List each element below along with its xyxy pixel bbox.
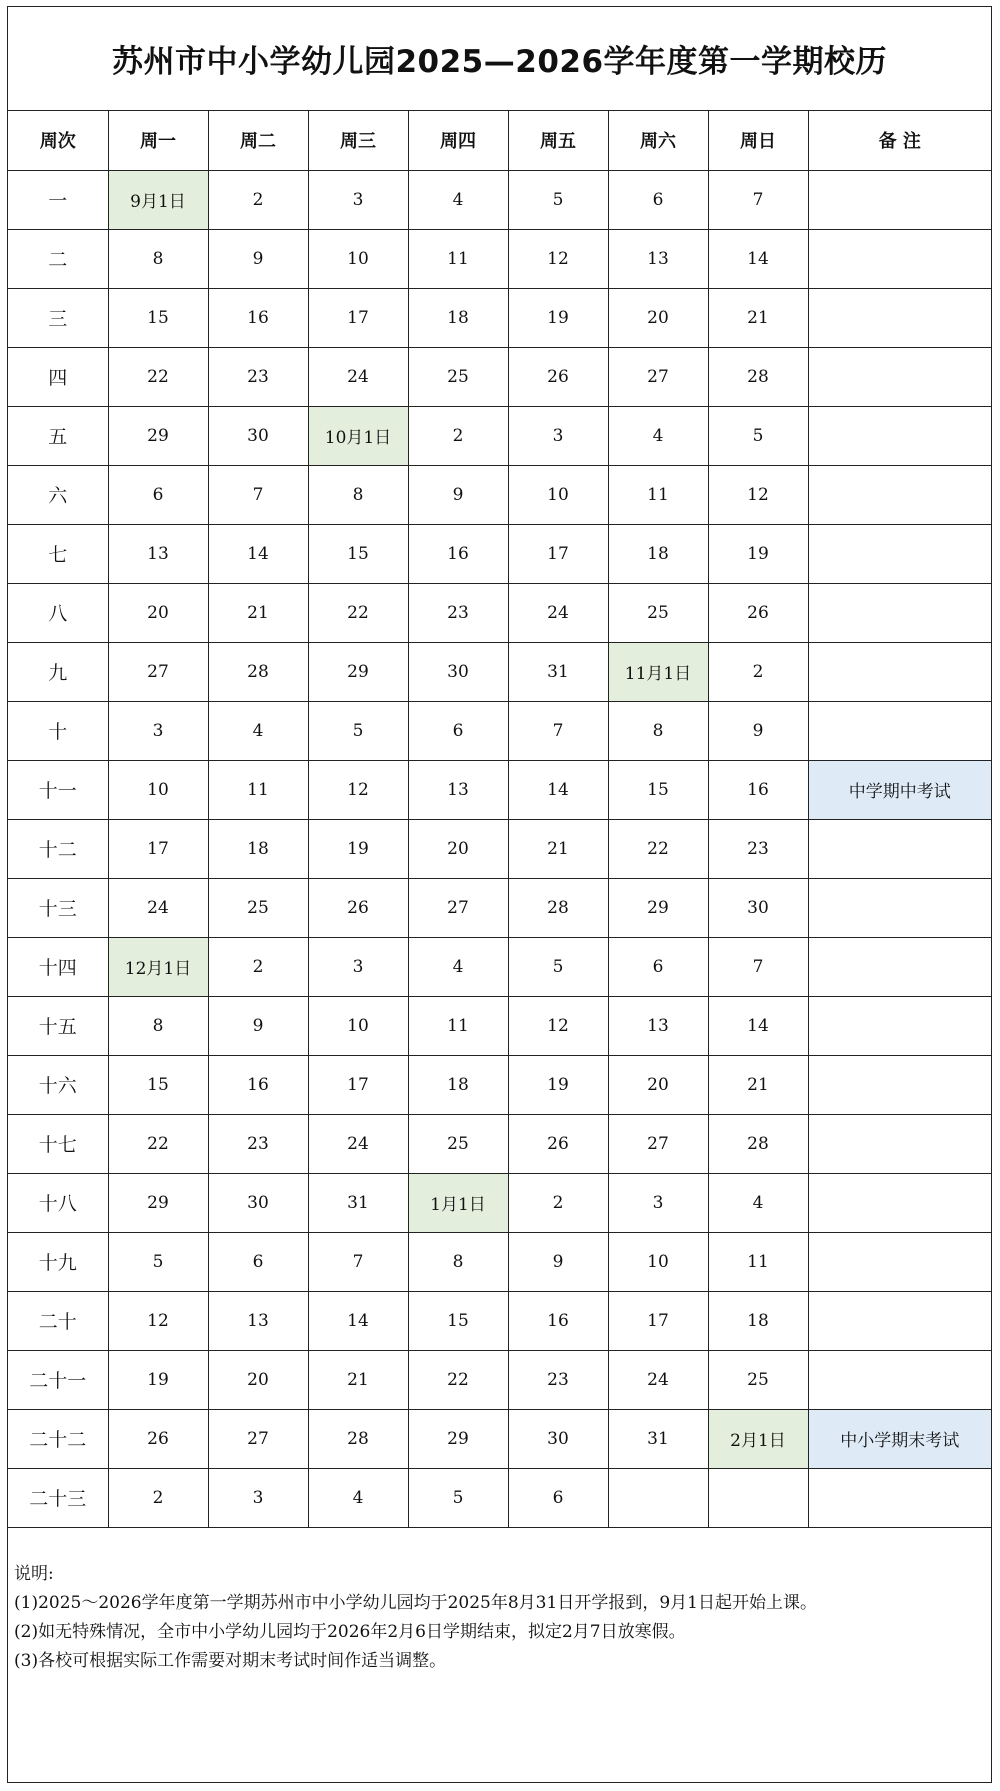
day-cell: 14 bbox=[508, 760, 608, 819]
day-cell: 21 bbox=[708, 1055, 808, 1114]
day-cell: 7 bbox=[508, 701, 608, 760]
day-cell: 9 bbox=[508, 1232, 608, 1291]
day-cell: 29 bbox=[108, 1173, 208, 1232]
day-cell: 12 bbox=[108, 1291, 208, 1350]
day-cell: 19 bbox=[108, 1350, 208, 1409]
week-row bbox=[8, 1409, 991, 1468]
week-row bbox=[8, 642, 991, 701]
day-cell: 27 bbox=[608, 347, 708, 406]
notes-section bbox=[8, 1528, 991, 1676]
remark-cell bbox=[808, 1232, 991, 1291]
day-cell: 25 bbox=[408, 347, 508, 406]
day-cell: 4 bbox=[308, 1468, 408, 1527]
week-row bbox=[8, 229, 991, 288]
day-cell: 23 bbox=[508, 1350, 608, 1409]
day-cell: 14 bbox=[308, 1291, 408, 1350]
day-cell: 13 bbox=[408, 760, 508, 819]
day-cell: 5 bbox=[308, 701, 408, 760]
day-cell: 13 bbox=[608, 229, 708, 288]
day-cell: 22 bbox=[108, 1114, 208, 1173]
day-cell: 31 bbox=[308, 1173, 408, 1232]
week-row bbox=[8, 937, 991, 996]
day-cell: 12月1日 bbox=[108, 937, 208, 996]
remark-cell bbox=[808, 229, 991, 288]
day-cell: 26 bbox=[708, 583, 808, 642]
day-cell: 1月1日 bbox=[408, 1173, 508, 1232]
remark-cell: 中学期中考试 bbox=[808, 760, 991, 819]
day-cell: 27 bbox=[208, 1409, 308, 1468]
week-row bbox=[8, 1173, 991, 1232]
day-cell: 9 bbox=[708, 701, 808, 760]
day-cell: 23 bbox=[208, 347, 308, 406]
day-cell: 11 bbox=[708, 1232, 808, 1291]
week-row bbox=[8, 1232, 991, 1291]
remark-cell: 中小学期末考试 bbox=[808, 1409, 991, 1468]
column-header: 周次 bbox=[8, 111, 108, 170]
day-cell: 3 bbox=[608, 1173, 708, 1232]
week-number: 二 bbox=[8, 229, 108, 288]
day-cell: 8 bbox=[408, 1232, 508, 1291]
school-calendar bbox=[7, 6, 992, 1783]
remark-cell bbox=[808, 1350, 991, 1409]
week-number: 八 bbox=[8, 583, 108, 642]
remark-cell bbox=[808, 642, 991, 701]
day-cell: 24 bbox=[508, 583, 608, 642]
note-item-1: (1)2025～2026学年度第一学期苏州市中小学幼儿园均于2025年8月31日开学报到，9月1日起开始上课。 bbox=[14, 1592, 817, 1613]
week-row bbox=[8, 465, 991, 524]
day-cell bbox=[608, 1468, 708, 1527]
week-row bbox=[8, 760, 991, 819]
day-cell: 7 bbox=[308, 1232, 408, 1291]
day-cell: 30 bbox=[508, 1409, 608, 1468]
day-cell: 18 bbox=[408, 1055, 508, 1114]
week-number: 十四 bbox=[8, 937, 108, 996]
day-cell: 13 bbox=[108, 524, 208, 583]
day-cell: 28 bbox=[708, 347, 808, 406]
day-cell: 6 bbox=[608, 937, 708, 996]
day-cell: 5 bbox=[408, 1468, 508, 1527]
week-number: 十一 bbox=[8, 760, 108, 819]
day-cell: 22 bbox=[108, 347, 208, 406]
remark-cell bbox=[808, 288, 991, 347]
day-cell: 20 bbox=[608, 288, 708, 347]
day-cell: 21 bbox=[508, 819, 608, 878]
day-cell: 6 bbox=[508, 1468, 608, 1527]
day-cell: 17 bbox=[508, 524, 608, 583]
day-cell: 9 bbox=[408, 465, 508, 524]
day-cell: 28 bbox=[508, 878, 608, 937]
day-cell: 28 bbox=[708, 1114, 808, 1173]
day-cell: 4 bbox=[408, 170, 508, 229]
remark-cell bbox=[808, 583, 991, 642]
week-number: 二十 bbox=[8, 1291, 108, 1350]
day-cell: 26 bbox=[308, 878, 408, 937]
day-cell bbox=[708, 1468, 808, 1527]
day-cell: 7 bbox=[208, 465, 308, 524]
day-cell: 11 bbox=[408, 996, 508, 1055]
day-cell: 11 bbox=[408, 229, 508, 288]
column-header: 周二 bbox=[208, 111, 308, 170]
week-number: 十八 bbox=[8, 1173, 108, 1232]
day-cell: 20 bbox=[408, 819, 508, 878]
day-cell: 29 bbox=[108, 406, 208, 465]
day-cell: 10 bbox=[308, 996, 408, 1055]
day-cell: 2 bbox=[408, 406, 508, 465]
day-cell: 8 bbox=[108, 996, 208, 1055]
calendar-table bbox=[8, 111, 991, 1528]
day-cell: 19 bbox=[308, 819, 408, 878]
day-cell: 18 bbox=[608, 524, 708, 583]
day-cell: 5 bbox=[108, 1232, 208, 1291]
day-cell: 5 bbox=[508, 170, 608, 229]
day-cell: 2 bbox=[208, 170, 308, 229]
week-number: 十二 bbox=[8, 819, 108, 878]
day-cell: 23 bbox=[408, 583, 508, 642]
day-cell: 19 bbox=[508, 1055, 608, 1114]
day-cell: 4 bbox=[408, 937, 508, 996]
day-cell: 12 bbox=[308, 760, 408, 819]
day-cell: 22 bbox=[408, 1350, 508, 1409]
day-cell: 31 bbox=[508, 642, 608, 701]
day-cell: 18 bbox=[408, 288, 508, 347]
day-cell: 17 bbox=[308, 288, 408, 347]
day-cell: 18 bbox=[208, 819, 308, 878]
remark-cell bbox=[808, 819, 991, 878]
day-cell: 10 bbox=[508, 465, 608, 524]
note-item-3: (3)各校可根据实际工作需要对期末考试时间作适当调整。 bbox=[14, 1650, 447, 1671]
day-cell: 3 bbox=[308, 937, 408, 996]
day-cell: 14 bbox=[208, 524, 308, 583]
day-cell: 21 bbox=[208, 583, 308, 642]
week-row bbox=[8, 1291, 991, 1350]
day-cell: 16 bbox=[408, 524, 508, 583]
remark-cell bbox=[808, 170, 991, 229]
column-header: 备 注 bbox=[808, 111, 991, 170]
day-cell: 12 bbox=[708, 465, 808, 524]
day-cell: 18 bbox=[708, 1291, 808, 1350]
notes-heading: 说明: bbox=[14, 1563, 54, 1584]
week-number: 十六 bbox=[8, 1055, 108, 1114]
day-cell: 27 bbox=[108, 642, 208, 701]
column-header: 周五 bbox=[508, 111, 608, 170]
day-cell: 22 bbox=[608, 819, 708, 878]
day-cell: 15 bbox=[308, 524, 408, 583]
day-cell: 10月1日 bbox=[308, 406, 408, 465]
day-cell: 17 bbox=[108, 819, 208, 878]
week-row bbox=[8, 583, 991, 642]
day-cell: 25 bbox=[608, 583, 708, 642]
day-cell: 26 bbox=[108, 1409, 208, 1468]
week-row bbox=[8, 701, 991, 760]
week-number: 一 bbox=[8, 170, 108, 229]
day-cell: 16 bbox=[208, 1055, 308, 1114]
day-cell: 3 bbox=[308, 170, 408, 229]
column-header: 周三 bbox=[308, 111, 408, 170]
day-cell: 11 bbox=[608, 465, 708, 524]
day-cell: 19 bbox=[708, 524, 808, 583]
day-cell: 21 bbox=[308, 1350, 408, 1409]
day-cell: 16 bbox=[208, 288, 308, 347]
day-cell: 6 bbox=[108, 465, 208, 524]
remark-cell bbox=[808, 937, 991, 996]
week-row bbox=[8, 819, 991, 878]
day-cell: 26 bbox=[508, 347, 608, 406]
week-number: 九 bbox=[8, 642, 108, 701]
day-cell: 5 bbox=[708, 406, 808, 465]
day-cell: 19 bbox=[508, 288, 608, 347]
day-cell: 3 bbox=[208, 1468, 308, 1527]
week-row bbox=[8, 996, 991, 1055]
day-cell: 2 bbox=[508, 1173, 608, 1232]
day-cell: 13 bbox=[208, 1291, 308, 1350]
day-cell: 12 bbox=[508, 996, 608, 1055]
week-number: 二十二 bbox=[8, 1409, 108, 1468]
day-cell: 24 bbox=[308, 347, 408, 406]
day-cell: 29 bbox=[308, 642, 408, 701]
day-cell: 9月1日 bbox=[108, 170, 208, 229]
day-cell: 12 bbox=[508, 229, 608, 288]
day-cell: 17 bbox=[608, 1291, 708, 1350]
day-cell: 7 bbox=[708, 937, 808, 996]
day-cell: 30 bbox=[408, 642, 508, 701]
column-header: 周四 bbox=[408, 111, 508, 170]
remark-cell bbox=[808, 1055, 991, 1114]
day-cell: 15 bbox=[108, 288, 208, 347]
day-cell: 15 bbox=[408, 1291, 508, 1350]
day-cell: 6 bbox=[208, 1232, 308, 1291]
week-number: 十七 bbox=[8, 1114, 108, 1173]
remark-cell bbox=[808, 1114, 991, 1173]
remark-cell bbox=[808, 465, 991, 524]
day-cell: 11月1日 bbox=[608, 642, 708, 701]
day-cell: 11 bbox=[208, 760, 308, 819]
day-cell: 23 bbox=[708, 819, 808, 878]
day-cell: 4 bbox=[708, 1173, 808, 1232]
day-cell: 5 bbox=[508, 937, 608, 996]
day-cell: 4 bbox=[608, 406, 708, 465]
week-row bbox=[8, 288, 991, 347]
day-cell: 23 bbox=[208, 1114, 308, 1173]
week-number: 十九 bbox=[8, 1232, 108, 1291]
week-number: 二十三 bbox=[8, 1468, 108, 1527]
day-cell: 3 bbox=[108, 701, 208, 760]
week-row bbox=[8, 170, 991, 229]
day-cell: 6 bbox=[408, 701, 508, 760]
table-header-row bbox=[8, 111, 991, 170]
page-title: 苏州市中小学幼儿园2025—2026学年度第一学期校历 bbox=[8, 7, 991, 111]
remark-cell bbox=[808, 1291, 991, 1350]
week-row bbox=[8, 1055, 991, 1114]
remark-cell bbox=[808, 1468, 991, 1527]
day-cell: 8 bbox=[108, 229, 208, 288]
day-cell: 14 bbox=[708, 996, 808, 1055]
day-cell: 16 bbox=[508, 1291, 608, 1350]
day-cell: 25 bbox=[408, 1114, 508, 1173]
day-cell: 16 bbox=[708, 760, 808, 819]
day-cell: 2 bbox=[108, 1468, 208, 1527]
day-cell: 7 bbox=[708, 170, 808, 229]
day-cell: 25 bbox=[208, 878, 308, 937]
day-cell: 10 bbox=[308, 229, 408, 288]
day-cell: 30 bbox=[708, 878, 808, 937]
day-cell: 24 bbox=[608, 1350, 708, 1409]
remark-cell bbox=[808, 1173, 991, 1232]
day-cell: 30 bbox=[208, 406, 308, 465]
day-cell: 8 bbox=[608, 701, 708, 760]
day-cell: 2月1日 bbox=[708, 1409, 808, 1468]
remark-cell bbox=[808, 701, 991, 760]
week-row bbox=[8, 1468, 991, 1527]
week-number: 五 bbox=[8, 406, 108, 465]
day-cell: 9 bbox=[208, 229, 308, 288]
week-number: 十五 bbox=[8, 996, 108, 1055]
week-row bbox=[8, 406, 991, 465]
week-row bbox=[8, 878, 991, 937]
day-cell: 8 bbox=[308, 465, 408, 524]
day-cell: 24 bbox=[308, 1114, 408, 1173]
day-cell: 2 bbox=[208, 937, 308, 996]
day-cell: 6 bbox=[608, 170, 708, 229]
week-number: 六 bbox=[8, 465, 108, 524]
day-cell: 25 bbox=[708, 1350, 808, 1409]
day-cell: 9 bbox=[208, 996, 308, 1055]
day-cell: 28 bbox=[308, 1409, 408, 1468]
day-cell: 20 bbox=[108, 583, 208, 642]
day-cell: 15 bbox=[608, 760, 708, 819]
day-cell: 27 bbox=[408, 878, 508, 937]
week-row bbox=[8, 524, 991, 583]
day-cell: 10 bbox=[608, 1232, 708, 1291]
remark-cell bbox=[808, 406, 991, 465]
day-cell: 30 bbox=[208, 1173, 308, 1232]
day-cell: 24 bbox=[108, 878, 208, 937]
day-cell: 17 bbox=[308, 1055, 408, 1114]
day-cell: 29 bbox=[608, 878, 708, 937]
day-cell: 28 bbox=[208, 642, 308, 701]
week-number: 四 bbox=[8, 347, 108, 406]
week-row bbox=[8, 347, 991, 406]
day-cell: 29 bbox=[408, 1409, 508, 1468]
week-number: 十三 bbox=[8, 878, 108, 937]
week-number: 二十一 bbox=[8, 1350, 108, 1409]
day-cell: 2 bbox=[708, 642, 808, 701]
column-header: 周六 bbox=[608, 111, 708, 170]
remark-cell bbox=[808, 347, 991, 406]
note-item-2: (2)如无特殊情况，全市中小学幼儿园均于2026年2月6日学期结束，拟定2月7日放寒假。 bbox=[14, 1621, 686, 1642]
day-cell: 21 bbox=[708, 288, 808, 347]
day-cell: 31 bbox=[608, 1409, 708, 1468]
day-cell: 4 bbox=[208, 701, 308, 760]
day-cell: 27 bbox=[608, 1114, 708, 1173]
day-cell: 15 bbox=[108, 1055, 208, 1114]
day-cell: 26 bbox=[508, 1114, 608, 1173]
day-cell: 13 bbox=[608, 996, 708, 1055]
column-header: 周日 bbox=[708, 111, 808, 170]
column-header: 周一 bbox=[108, 111, 208, 170]
remark-cell bbox=[808, 878, 991, 937]
week-row bbox=[8, 1350, 991, 1409]
day-cell: 3 bbox=[508, 406, 608, 465]
day-cell: 14 bbox=[708, 229, 808, 288]
day-cell: 20 bbox=[208, 1350, 308, 1409]
day-cell: 22 bbox=[308, 583, 408, 642]
remark-cell bbox=[808, 524, 991, 583]
week-row bbox=[8, 1114, 991, 1173]
week-number: 十 bbox=[8, 701, 108, 760]
day-cell: 20 bbox=[608, 1055, 708, 1114]
remark-cell bbox=[808, 996, 991, 1055]
day-cell: 10 bbox=[108, 760, 208, 819]
week-number: 三 bbox=[8, 288, 108, 347]
week-number: 七 bbox=[8, 524, 108, 583]
